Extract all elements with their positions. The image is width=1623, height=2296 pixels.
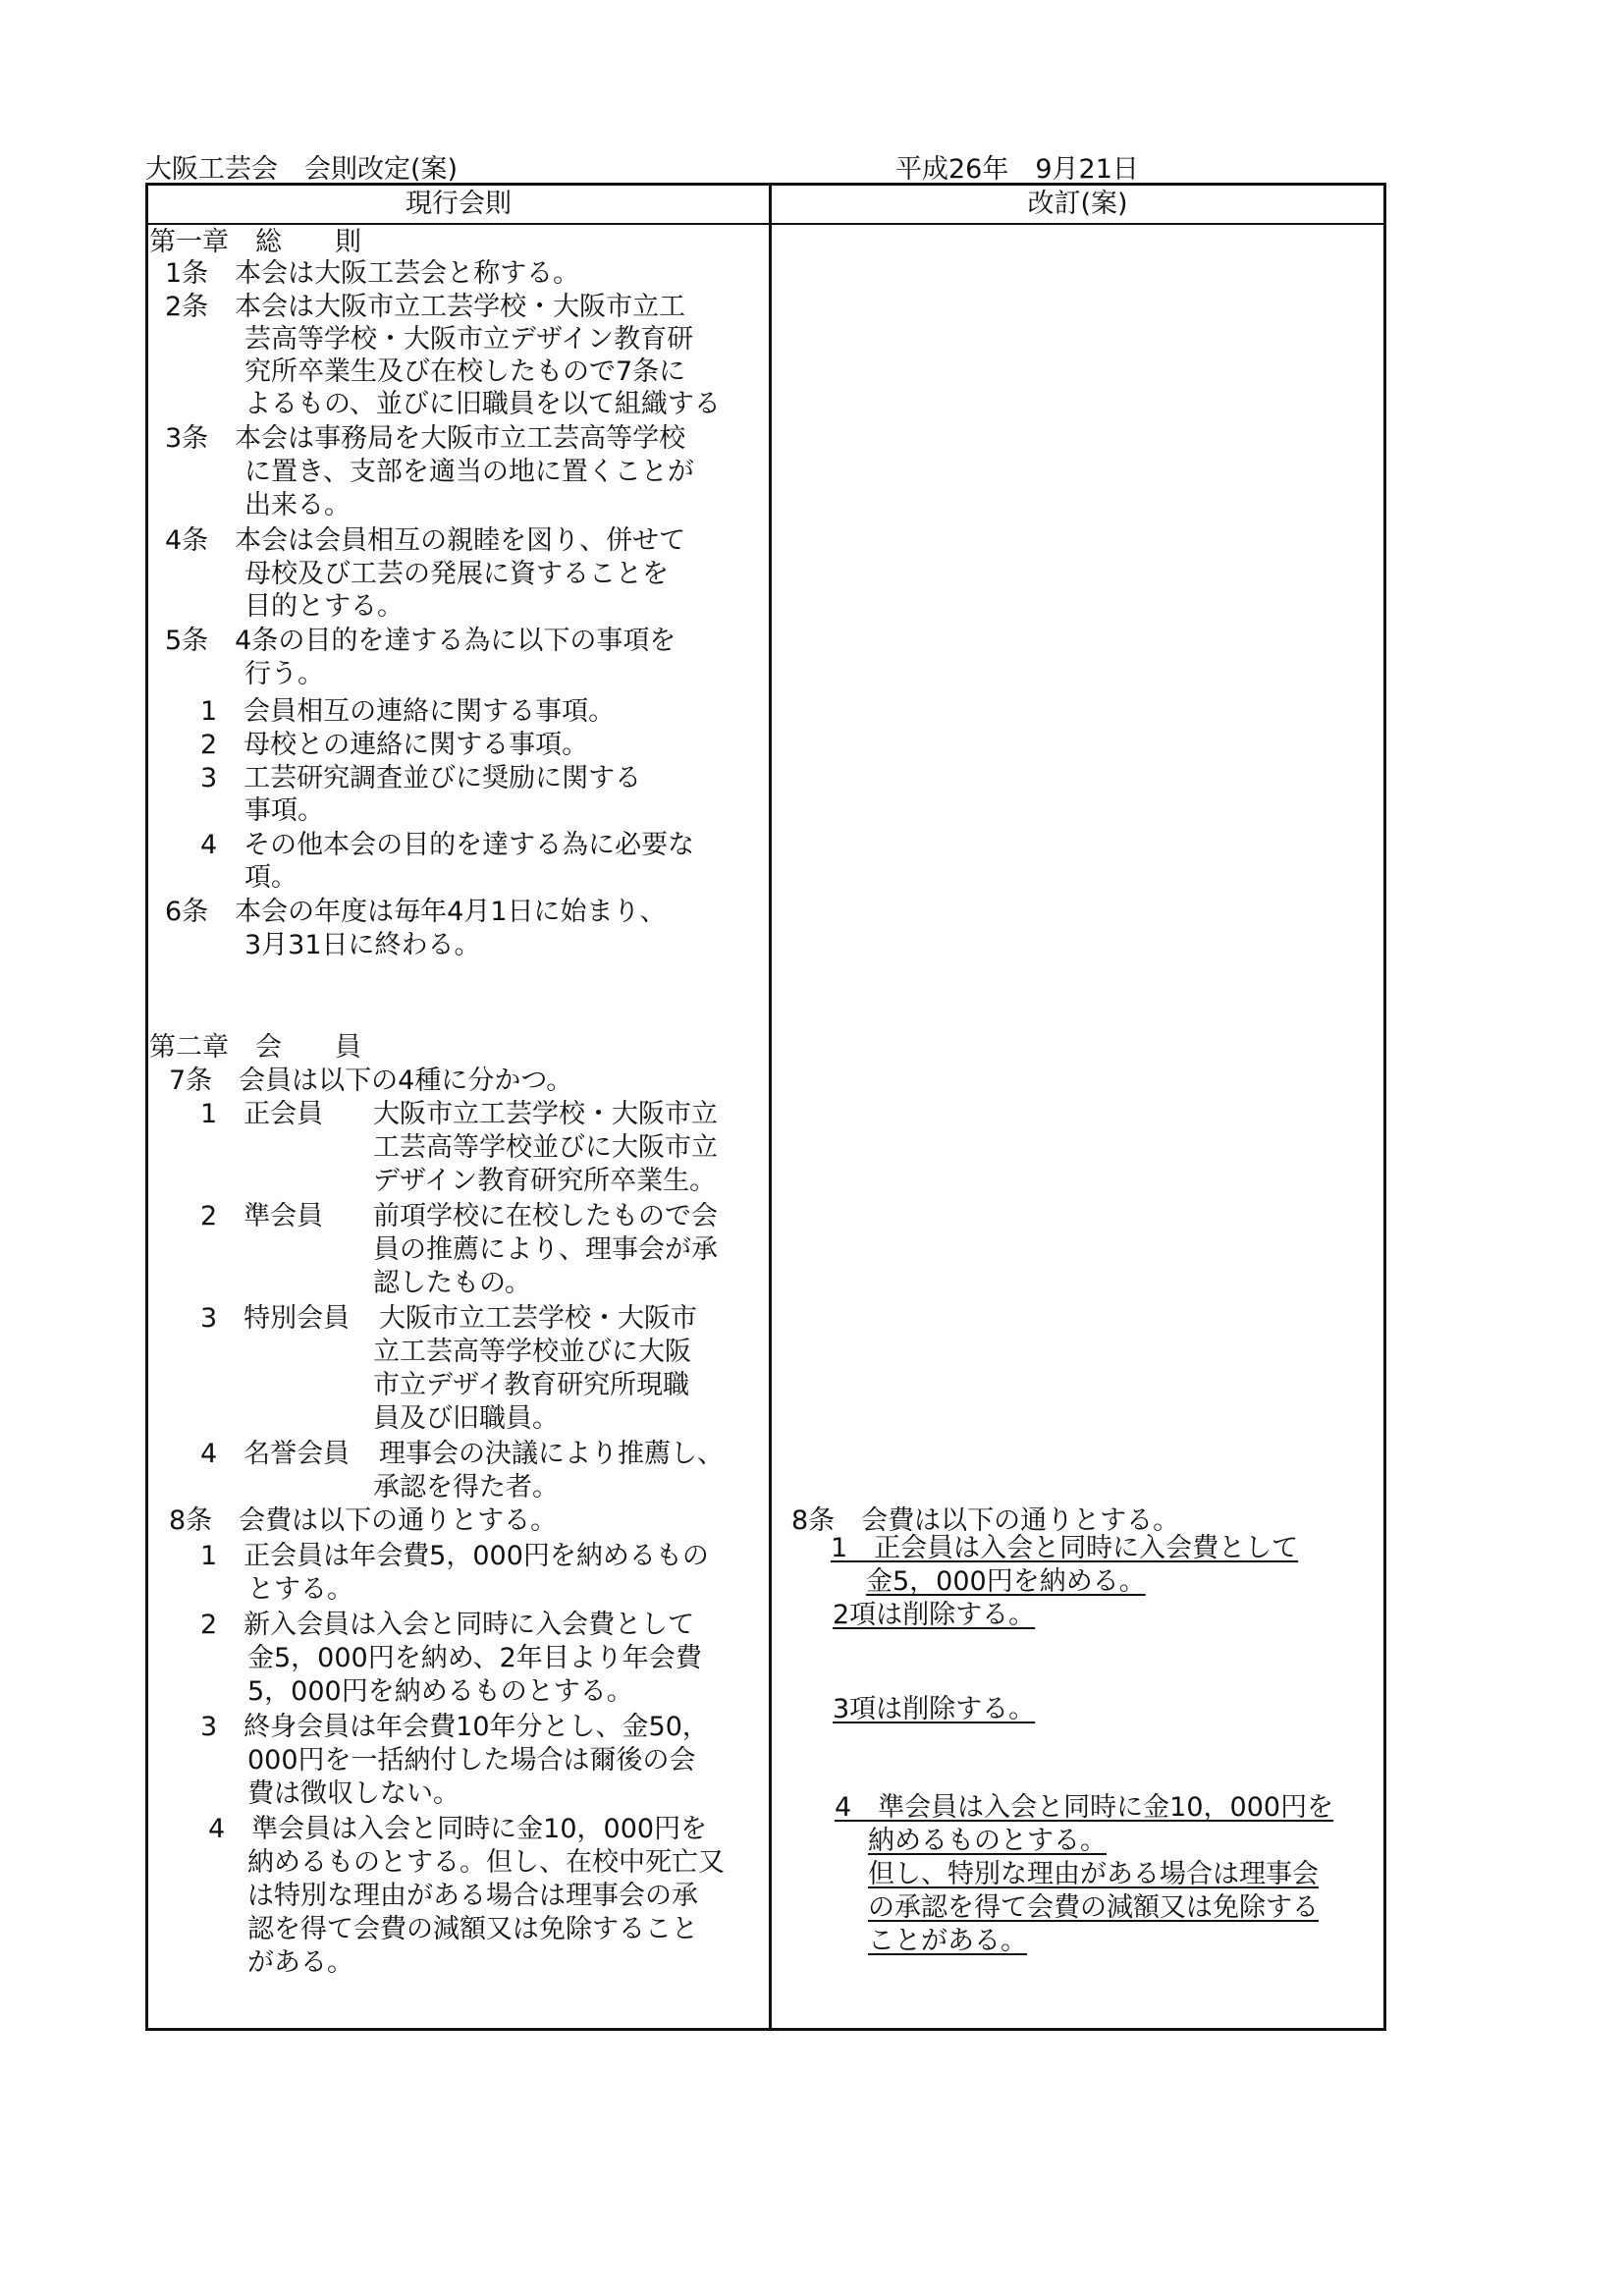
member-type-3-label: 3 特別会員 xyxy=(200,1303,351,1334)
article-3-line-2: に置き、支部を適当の地に置くことが xyxy=(244,457,694,487)
article-7: 7条 会員は以下の4種に分かつ。 xyxy=(169,1066,573,1096)
article-8-current: 8条 会費は以下の通りとする。 xyxy=(169,1505,558,1536)
article-6-line-1: 6条 本会の年度は毎年4月1日に始まり、 xyxy=(165,897,667,927)
member-type-3-line-3: 市立デザイ教育研究所現職 xyxy=(373,1370,690,1400)
fee-item-3-line-2: 000円を一括納付した場合は爾後の会 xyxy=(247,1745,696,1776)
member-type-4-label: 4 名誉会員 xyxy=(200,1439,351,1469)
member-type-1-line-3: デザイン教育研究所卒業生。 xyxy=(373,1166,717,1196)
chapter-1-heading: 第一章 総 則 xyxy=(149,227,361,257)
revised-fee-item-4-line-4: の承認を得て会費の減額又は免除する xyxy=(868,1892,1319,1923)
fee-item-2-line-2: 金5，000円を納め、2年目より年会費 xyxy=(247,1643,702,1673)
member-type-2-line-2: 員の推薦により、理事会が承 xyxy=(373,1234,718,1265)
article-5-line-2: 行う。 xyxy=(244,659,324,689)
member-type-1-label: 1 正会員 xyxy=(200,1099,324,1129)
fee-item-1-line-1: 1 正会員は年会費5，000円を納めるもの xyxy=(200,1541,709,1571)
article-2-line-1: 2条 本会は大阪市立工芸学校・大阪市立工 xyxy=(165,292,686,322)
column-divider xyxy=(769,186,772,2028)
fee-item-4-line-4: 認を得て会費の減額又は免除すること xyxy=(247,1914,698,1944)
fee-item-2-line-1: 2 新入会員は入会と同時に入会費として xyxy=(200,1610,695,1640)
revised-fee-item-1-line-1: 1 正会員は入会と同時に入会費として xyxy=(831,1533,1299,1563)
article-4-line-3: 目的とする。 xyxy=(244,591,404,622)
fee-item-3-line-3: 費は徴収しない。 xyxy=(247,1778,460,1809)
fee-item-2-line-3: 5，000円を納めるものとする。 xyxy=(247,1676,633,1707)
article-2-line-2: 芸高等学校・大阪市立デザイン教育研 xyxy=(244,324,694,355)
article-4-line-1: 4条 本会は会員相互の親睦を図り、併せて xyxy=(165,525,686,556)
article-5-line-1: 5条 4条の目的を達する為に以下の事項を xyxy=(165,626,676,656)
member-type-3-line-2: 立工芸高等学校並びに大阪 xyxy=(373,1337,691,1367)
header-rule xyxy=(148,223,1383,225)
article-3-line-3: 出来る。 xyxy=(244,490,351,520)
fee-item-3-line-1: 3 終身会員は年会費10年分とし、金50， xyxy=(200,1712,709,1742)
revised-fee-item-1-line-2: 金5，000円を納める。 xyxy=(866,1566,1146,1597)
fee-item-4-line-1: 4 準会員は入会と同時に金10，000円を xyxy=(208,1814,708,1844)
revised-fee-item-4-line-1: 4 準会員は入会と同時に金10，000円を xyxy=(835,1792,1334,1823)
member-type-1-line-1: 大阪市立工芸学校・大阪市立 xyxy=(373,1099,718,1129)
revised-fee-item-4-line-5: ことがある。 xyxy=(868,1926,1027,1956)
revised-fee-item-3-deleted: 3項は削除する。 xyxy=(833,1694,1036,1724)
article-5-item-1: 1 会員相互の連絡に関する事項。 xyxy=(200,696,616,727)
article-1: 1条 本会は大阪工芸会と称する。 xyxy=(165,258,580,289)
revised-fee-item-4-line-3: 但し、特別な理由がある場合は理事会 xyxy=(868,1859,1319,1889)
article-8-revised: 8条 会費は以下の通りとする。 xyxy=(791,1505,1180,1536)
chapter-2-heading: 第二章 会 員 xyxy=(149,1032,361,1063)
article-2-line-3: 究所卒業生及び在校したもので7条に xyxy=(244,356,686,387)
fee-item-4-line-3: は特別な理由がある場合は理事会の承 xyxy=(247,1881,698,1911)
member-type-2-label: 2 準会員 xyxy=(200,1201,324,1231)
fee-item-4-line-2: 納めるものとする。但し、在校中死亡又 xyxy=(247,1847,725,1878)
member-type-1-line-2: 工芸高等学校並びに大阪市立 xyxy=(373,1132,718,1163)
article-5-item-3-line-2: 事項。 xyxy=(244,795,324,826)
article-6-line-2: 3月31日に終わる。 xyxy=(244,930,481,960)
article-5-item-2: 2 母校との連絡に関する事項。 xyxy=(200,730,589,760)
member-type-3-line-1: 大阪市立工芸学校・大阪市 xyxy=(379,1303,697,1334)
current-rules-header: 現行会則 xyxy=(406,189,512,219)
member-type-2-line-3: 認したもの。 xyxy=(373,1268,531,1298)
member-type-3-line-4: 員及び旧職員。 xyxy=(373,1403,559,1434)
article-4-line-2: 母校及び工芸の発展に資することを xyxy=(244,559,669,589)
fee-item-4-line-5: がある。 xyxy=(247,1947,353,1978)
revised-rules-header: 改訂(案) xyxy=(1027,189,1128,219)
revised-fee-item-4-line-2: 納めるものとする。 xyxy=(868,1826,1107,1856)
article-2-line-4: よるもの、並びに旧職員を以て組織する xyxy=(244,389,721,419)
document-date: 平成26年 9月21日 xyxy=(895,154,1139,185)
member-type-4-line-1: 理事会の決議により推薦し、 xyxy=(379,1439,724,1469)
article-5-item-3-line-1: 3 工芸研究調査並びに奨励に関する xyxy=(200,763,642,793)
article-3-line-1: 3条 本会は事務局を大阪市立工芸高等学校 xyxy=(165,423,686,454)
member-type-4-line-2: 承認を得た者。 xyxy=(373,1472,559,1503)
document-title: 大阪工芸会 会則改定(案) xyxy=(145,154,459,185)
revised-fee-item-2-deleted: 2項は削除する。 xyxy=(833,1600,1036,1630)
member-type-2-line-1: 前項学校に在校したもので会 xyxy=(373,1201,718,1231)
fee-item-1-line-2: とする。 xyxy=(247,1574,353,1605)
article-5-item-4-line-1: 4 その他本会の目的を達する為に必要な xyxy=(200,830,695,860)
article-5-item-4-line-2: 項。 xyxy=(244,862,298,893)
